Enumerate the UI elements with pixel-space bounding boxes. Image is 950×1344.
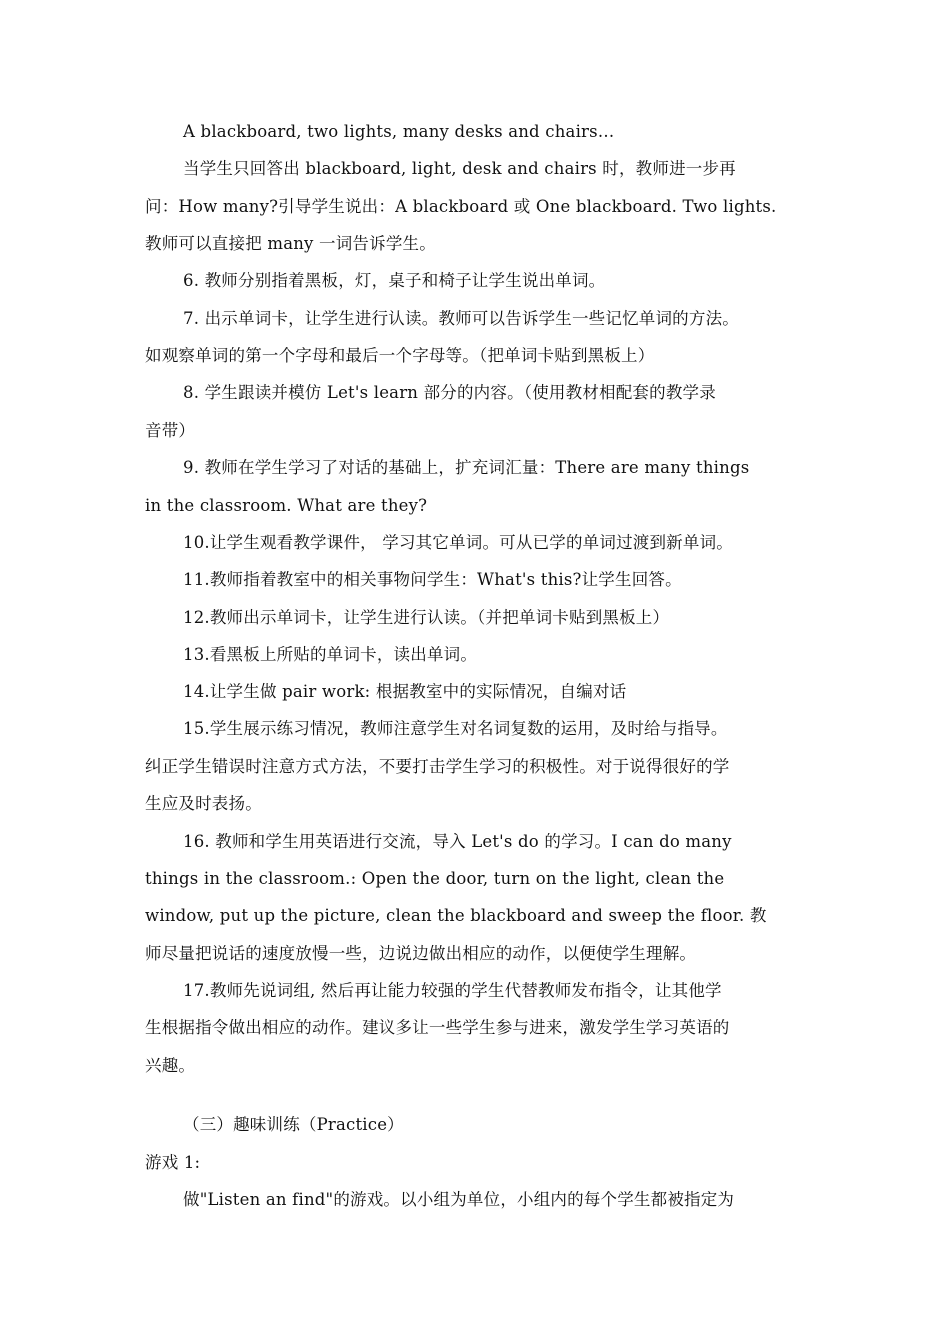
list-item-14: 14.让学生做 pair work: 根据教室中的实际情况，自编对话 [183,682,627,701]
paragraph-line: 当学生只回答出 blackboard, light, desk and chairs 时，教师进一步再 [183,159,736,178]
paragraph-line: 音带） [145,421,196,440]
paragraph-line: 生根据指令做出相应的动作。建议多让一些学生参与进来，激发学生学习英语的 [145,1018,730,1037]
list-item-10: 10.让学生观看教学课件， 学习其它单词。可从已学的单词过渡到新单词。 [183,533,733,552]
paragraph-line: A blackboard, two lights, many desks and chairs… [183,122,615,141]
section-heading: （三）趣味训练（Practice） [183,1115,404,1134]
paragraph-line: 如观察单词的第一个字母和最后一个字母等。（把单词卡贴到黑板上） [145,346,655,365]
paragraph-line: 生应及时表扬。 [145,794,262,813]
paragraph-line: 师尽量把说话的速度放慢一些，边说边做出相应的动作，以便使学生理解。 [145,944,697,963]
list-item-7: 7. 出示单词卡，让学生进行认读。教师可以告诉学生一些记忆单词的方法。 [183,309,739,328]
list-item-17: 17.教师先说词组, 然后再让能力较强的学生代替教师发布指令，让其他学 [183,981,722,1000]
list-item-15: 15.学生展示练习情况，教师注意学生对名词复数的运用，及时给与指导。 [183,719,728,738]
paragraph-line: 纠正学生错误时注意方式方法，不要打击学生学习的积极性。对于说得很好的学 [145,757,730,776]
paragraph-line: 做"Listen an find"的游戏。以小组为单位，小组内的每个学生都被指定为 [183,1190,735,1209]
list-item-16: 16. 教师和学生用英语进行交流，导入 Let's do 的学习。I can do many [183,832,732,851]
paragraph-line: in the classroom. What are they? [145,496,428,515]
paragraph-line: window, put up the picture, clean the blackboard and sweep the floor. 教 [145,906,767,925]
list-item-13: 13.看黑板上所贴的单词卡，读出单词。 [183,645,478,664]
subheading: 游戏 1: [145,1153,201,1172]
paragraph-line: 教师可以直接把 many 一词告诉学生。 [145,234,436,253]
paragraph-line: 兴趣。 [145,1056,196,1075]
list-item-9: 9. 教师在学生学习了对话的基础上，扩充词汇量：There are many things [183,458,750,477]
paragraph-line: 问：How many?引导学生说出：A blackboard 或 One blackboard. Two lights. [145,197,777,216]
list-item-6: 6. 教师分别指着黑板，灯，桌子和椅子让学生说出单词。 [183,271,606,290]
paragraph-line: things in the classroom.: Open the door, turn on the light, clean the [145,869,725,888]
list-item-8: 8. 学生跟读并模仿 Let's learn 部分的内容。（使用教材相配套的教学录 [183,383,716,402]
list-item-12: 12.教师出示单词卡，让学生进行认读。（并把单词卡贴到黑板上） [183,608,670,627]
list-item-11: 11.教师指着教室中的相关事物问学生：What's this?让学生回答。 [183,570,682,589]
